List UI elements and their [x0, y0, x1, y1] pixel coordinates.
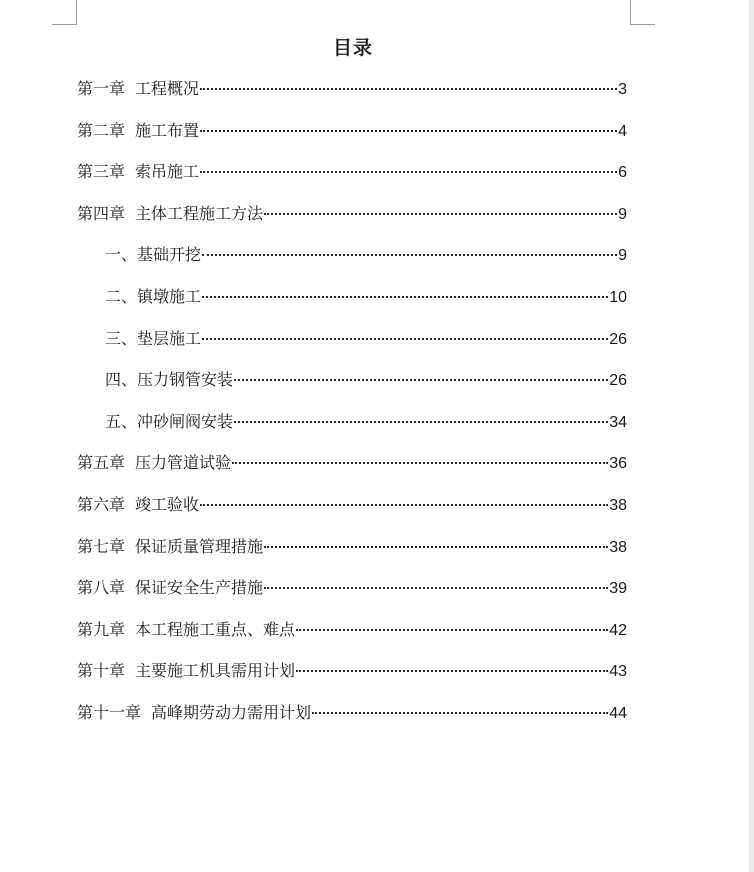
- chapter-label: 第九章: [77, 619, 126, 639]
- dot-leader: [200, 504, 608, 506]
- toc-entry[interactable]: [77, 450, 627, 492]
- page-number: 34: [609, 413, 627, 431]
- page-number: 3: [618, 81, 627, 98]
- entry-title: 施工布置: [135, 120, 200, 140]
- page-number: 9: [618, 247, 627, 265]
- toc-subentry[interactable]: [77, 326, 627, 368]
- toc-entry-text: [77, 658, 295, 681]
- entry-title: 主体工程施工方法: [135, 203, 264, 223]
- dot-leader: [312, 712, 608, 714]
- toc-subentry[interactable]: [77, 284, 627, 326]
- toc-entry[interactable]: [77, 118, 627, 160]
- dot-leader: [200, 171, 617, 173]
- top-right-corner-mark: [630, 0, 655, 25]
- toc-entry-text: [77, 159, 199, 182]
- entry-title: 保证质量管理措施: [135, 536, 264, 556]
- page-number: 44: [609, 704, 627, 722]
- chapter-label: 第十一章: [77, 702, 142, 722]
- toc-entry[interactable]: [77, 201, 627, 243]
- chapter-label: 第十章: [77, 661, 126, 681]
- entry-title: 保证安全生产措施: [135, 578, 264, 598]
- dot-leader: [296, 629, 608, 631]
- dot-leader: [264, 587, 608, 589]
- toc-subentry[interactable]: [77, 367, 627, 409]
- entry-title: 索吊施工: [135, 162, 200, 182]
- toc-entry-text: [77, 201, 263, 224]
- chapter-label: 第八章: [77, 578, 126, 598]
- toc-title: 目录: [332, 37, 373, 59]
- page-number: 39: [609, 580, 627, 598]
- page-number: 4: [618, 122, 627, 140]
- chapter-label: 第四章: [77, 203, 126, 223]
- entry-title: 本工程施工重点、难点: [135, 619, 296, 639]
- page-number: 36: [609, 455, 627, 473]
- chapter-label: 第三章: [77, 162, 126, 182]
- toc-entry[interactable]: [77, 617, 627, 659]
- scrollbar-track[interactable]: [749, 0, 754, 872]
- dot-leader: [264, 546, 608, 548]
- toc-entry[interactable]: [77, 492, 627, 534]
- toc-entry-text: [77, 450, 231, 473]
- dot-leader: [234, 421, 608, 423]
- toc-entry[interactable]: [77, 575, 627, 617]
- toc-entry[interactable]: [77, 76, 627, 118]
- toc-entry[interactable]: [77, 700, 627, 742]
- dot-leader: [296, 670, 608, 672]
- toc-subentry[interactable]: [77, 409, 627, 451]
- dot-leader: [202, 254, 617, 256]
- entry-title: 四、压力钢管安装: [105, 370, 234, 390]
- toc-entry[interactable]: [77, 658, 627, 700]
- dot-leader: [264, 213, 617, 215]
- chapter-label: 第五章: [77, 453, 126, 473]
- toc-entry[interactable]: [77, 534, 627, 576]
- dot-leader: [232, 462, 608, 464]
- entry-title: 压力管道试验: [135, 453, 232, 473]
- page-number: 6: [618, 164, 627, 182]
- page-number: 9: [618, 205, 627, 223]
- dot-leader: [200, 88, 617, 90]
- page-number: 10: [609, 288, 627, 306]
- entry-title: 高峰期劳动力需用计划: [151, 702, 312, 722]
- page-number: 26: [609, 372, 627, 390]
- page-number: 42: [609, 621, 627, 639]
- chapter-label: 第一章: [77, 79, 126, 98]
- toc-subentry[interactable]: [77, 242, 627, 284]
- dot-leader: [234, 379, 608, 381]
- entry-title: 竣工验收: [135, 494, 200, 514]
- chapter-label: 第七章: [77, 536, 126, 556]
- dot-leader: [202, 296, 608, 298]
- top-left-corner-mark: [52, 0, 77, 25]
- chapter-label: 第二章: [77, 120, 126, 140]
- entry-title: 一、基础开挖: [105, 245, 202, 265]
- toc-entry-text: [77, 76, 199, 99]
- toc-entry-text: [77, 700, 311, 723]
- entry-title: 二、镇墩施工: [105, 286, 202, 306]
- toc-entry-text: [77, 617, 295, 640]
- table-of-contents: [77, 76, 627, 742]
- dot-leader: [202, 338, 608, 340]
- chapter-label: 第六章: [77, 494, 126, 514]
- entry-title: 三、垫层施工: [105, 328, 202, 348]
- page-number: 43: [609, 663, 627, 681]
- toc-entry-text: [77, 575, 263, 598]
- entry-title: 主要施工机具需用计划: [135, 661, 296, 681]
- toc-entry-text: [77, 118, 199, 141]
- entry-title: 工程概况: [135, 79, 200, 98]
- page-number: 26: [609, 330, 627, 348]
- dot-leader: [200, 130, 617, 132]
- toc-entry-text: [77, 492, 199, 515]
- page-number: 38: [609, 538, 627, 556]
- entry-title: 五、冲砂闸阀安装: [105, 411, 234, 431]
- toc-entry[interactable]: [77, 159, 627, 201]
- toc-entry-text: [77, 534, 263, 557]
- page-number: 38: [609, 496, 627, 514]
